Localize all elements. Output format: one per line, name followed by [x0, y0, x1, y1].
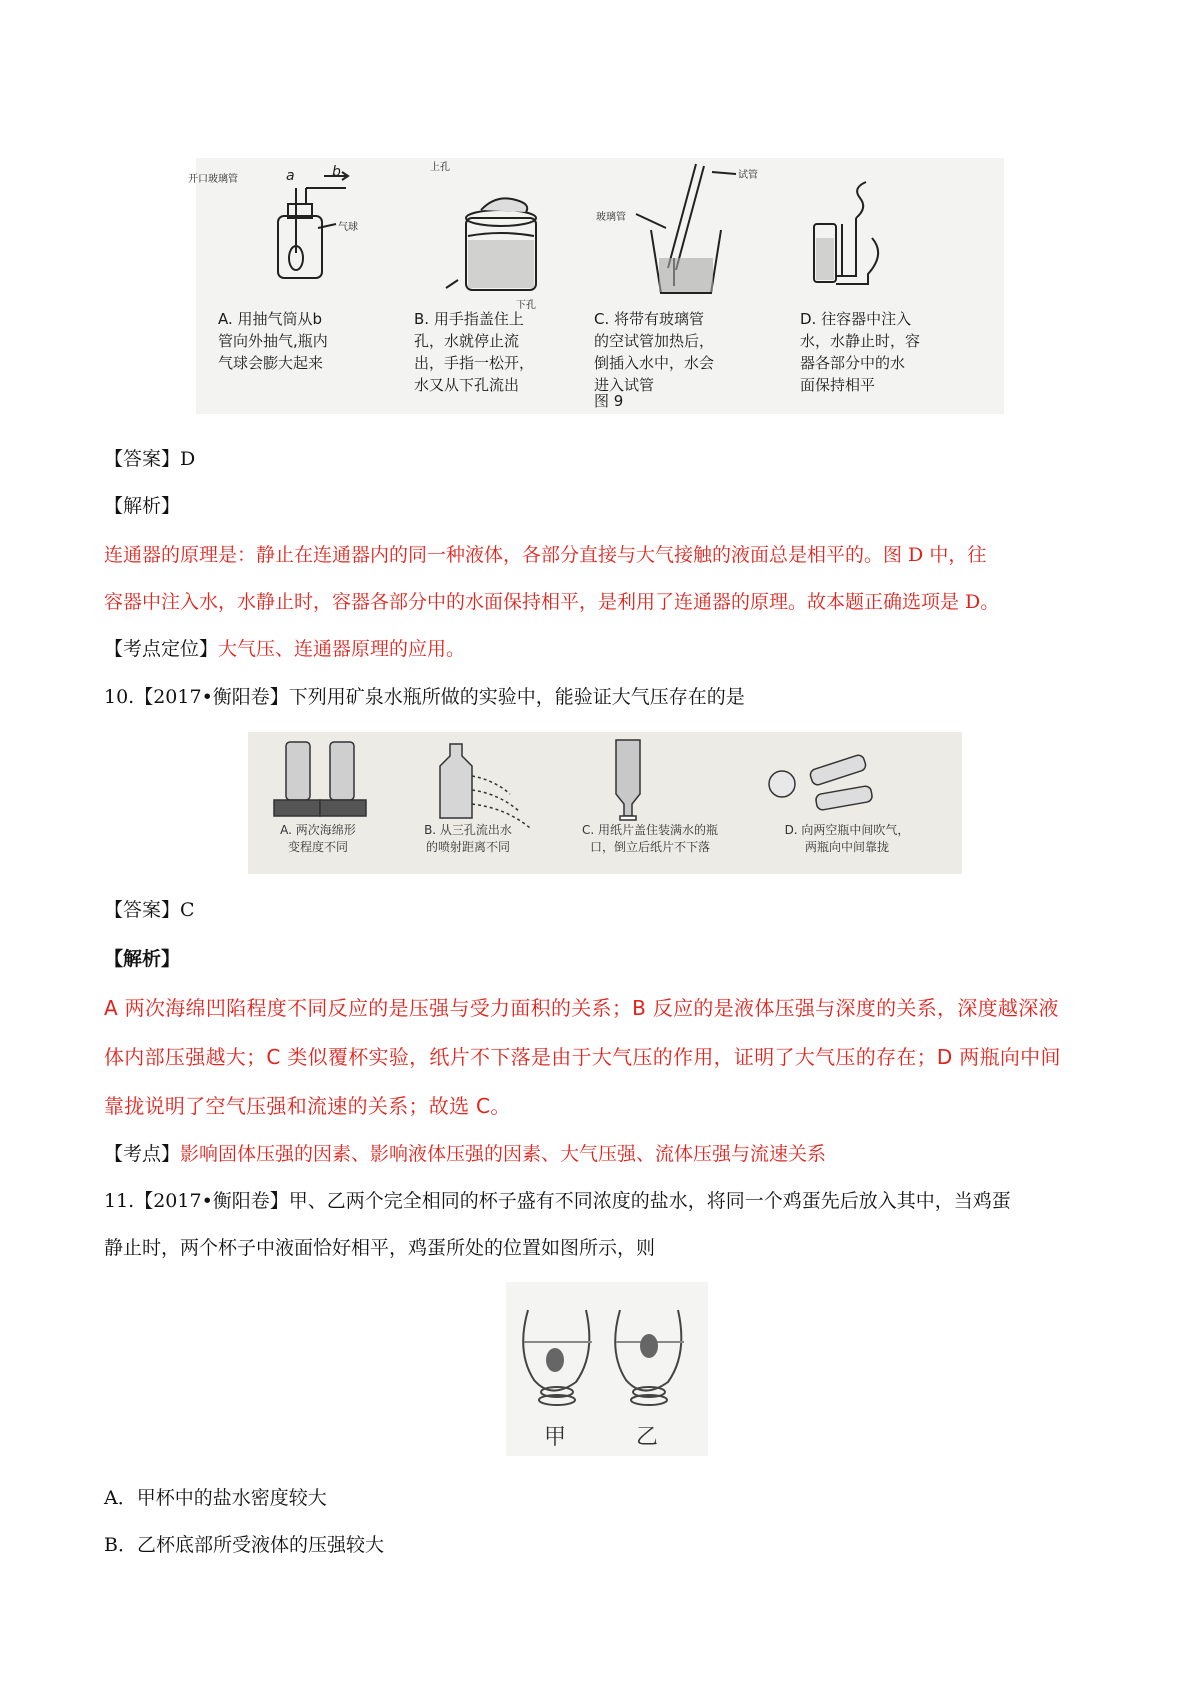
q11-stem-line-2: 静止时，两个杯子中液面恰好相平，鸡蛋所处的位置如图所示，则	[104, 1237, 656, 1259]
q10-stem: 10.【2017•衡阳卷】下列用矿泉水瓶所做的实验中，能验证大气压存在的是	[104, 686, 745, 708]
panel-d-water	[816, 238, 834, 280]
q10-a-drawing	[274, 742, 366, 816]
panel-c-glass-label: 玻璃管	[596, 212, 626, 223]
q10-analysis-line-3: 靠拢说明了空气压强和流速的关系；故选 C。	[104, 1094, 511, 1118]
figure-q11-drawings	[506, 1282, 708, 1456]
q10-d-drawing	[769, 754, 873, 811]
panel-b-top-hole-label: 上孔	[430, 162, 450, 173]
q11-option-a: A．甲杯中的盐水密度较大	[104, 1487, 327, 1509]
q11-stem-line-1: 11.【2017•衡阳卷】甲、乙两个完全相同的杯子盛有不同浓度的盐水，将同一个鸡蛋先后放入其中，当鸡蛋	[104, 1190, 1011, 1212]
q9-kaodian	[104, 637, 465, 661]
egg-jia	[546, 1348, 564, 1372]
panel-d-caption: D. 往容器中注入 水，水静止时，容 器各部分中的水 面保持相平	[800, 310, 921, 394]
panel-c-water	[659, 258, 713, 292]
q10-caption-c: C. 用纸片盖住装满水的瓶 口，倒立后纸片不下落	[581, 823, 718, 854]
q10-kaodian	[104, 1142, 826, 1166]
q10-kaodian-text: 影响固体压强的因素、影响液体压强的因素、大气压强、流体压强与流速关系	[180, 1143, 827, 1165]
cup-label-jia: 甲	[544, 1425, 567, 1450]
figure-q10	[248, 732, 962, 874]
figure-q11	[506, 1282, 708, 1456]
panel-a-tube-label: 开口玻璃管	[188, 174, 238, 185]
panel-a-caption: A. 用抽气筒从b 管向外抽气,瓶内 气球会膨大起来	[218, 310, 328, 372]
panel-b-water	[468, 240, 534, 288]
q10-analysis-heading: 【解析】	[104, 948, 181, 970]
q9-kaodian-text: 大气压、连通器原理的应用。	[218, 638, 466, 660]
panel-c-caption: C. 将带有玻璃管 的空试管加热后， 倒插入水中，水会 进入试管	[594, 310, 715, 394]
figure-9-label: 图 9	[594, 392, 624, 410]
panel-b-bottom-hole-label: 下孔	[516, 300, 536, 311]
q10-answer: 【答案】C	[104, 899, 195, 921]
cup-label-yi: 乙	[636, 1425, 659, 1450]
egg-yi	[640, 1334, 658, 1358]
q10-analysis-line-1: A 两次海绵凹陷程度不同反应的是压强与受力面积的关系；B 反应的是液体压强与深度的关系，深度越深液	[104, 996, 1059, 1020]
panel-c-tube-label: 试管	[738, 170, 758, 181]
panel-b-caption: B. 用手指盖住上 孔，水就停止流 出，手指一松开， 水又从下孔流出	[414, 310, 535, 394]
q9-kaodian-label: 【考点定位】	[104, 638, 219, 660]
q9-analysis-line-1: 连通器的原理是：静止在连通器内的同一种液体，各部分直接与大气接触的液面总是相平的。图 D 中，往	[104, 544, 987, 566]
q10-caption-a: A. 两次海绵形 变程度不同	[280, 823, 356, 854]
q10-caption-b: B. 从三孔流出水 的喷射距离不同	[424, 823, 512, 854]
panel-a-label-b: b	[332, 164, 341, 180]
q9-analysis-heading: 【解析】	[104, 495, 181, 517]
q9-answer: 【答案】D	[104, 448, 196, 470]
q10-c-drawing	[616, 740, 640, 820]
panel-a-balloon-label: 气球	[338, 222, 358, 233]
q10-caption-d: D. 向两空瓶中间吹气， 两瓶向中间靠拢	[784, 823, 910, 854]
panel-a-label-a: a	[286, 168, 295, 184]
q9-analysis-line-2: 容器中注入水，水静止时，容器各部分中的水面保持相平，是利用了连通器的原理。故本题正确选项是 D。	[104, 591, 1000, 613]
q10-analysis-line-2: 体内部压强越大；C 类似覆杯实验，纸片不下落是由于大气压的作用，证明了大气压的存在；D 两瓶向中间	[104, 1045, 1061, 1069]
q10-kaodian-label: 【考点】	[104, 1143, 181, 1165]
q11-option-b: B．乙杯底部所受液体的压强较大	[104, 1534, 384, 1556]
q10-b-drawing	[440, 744, 530, 828]
figure-9	[188, 158, 1004, 414]
